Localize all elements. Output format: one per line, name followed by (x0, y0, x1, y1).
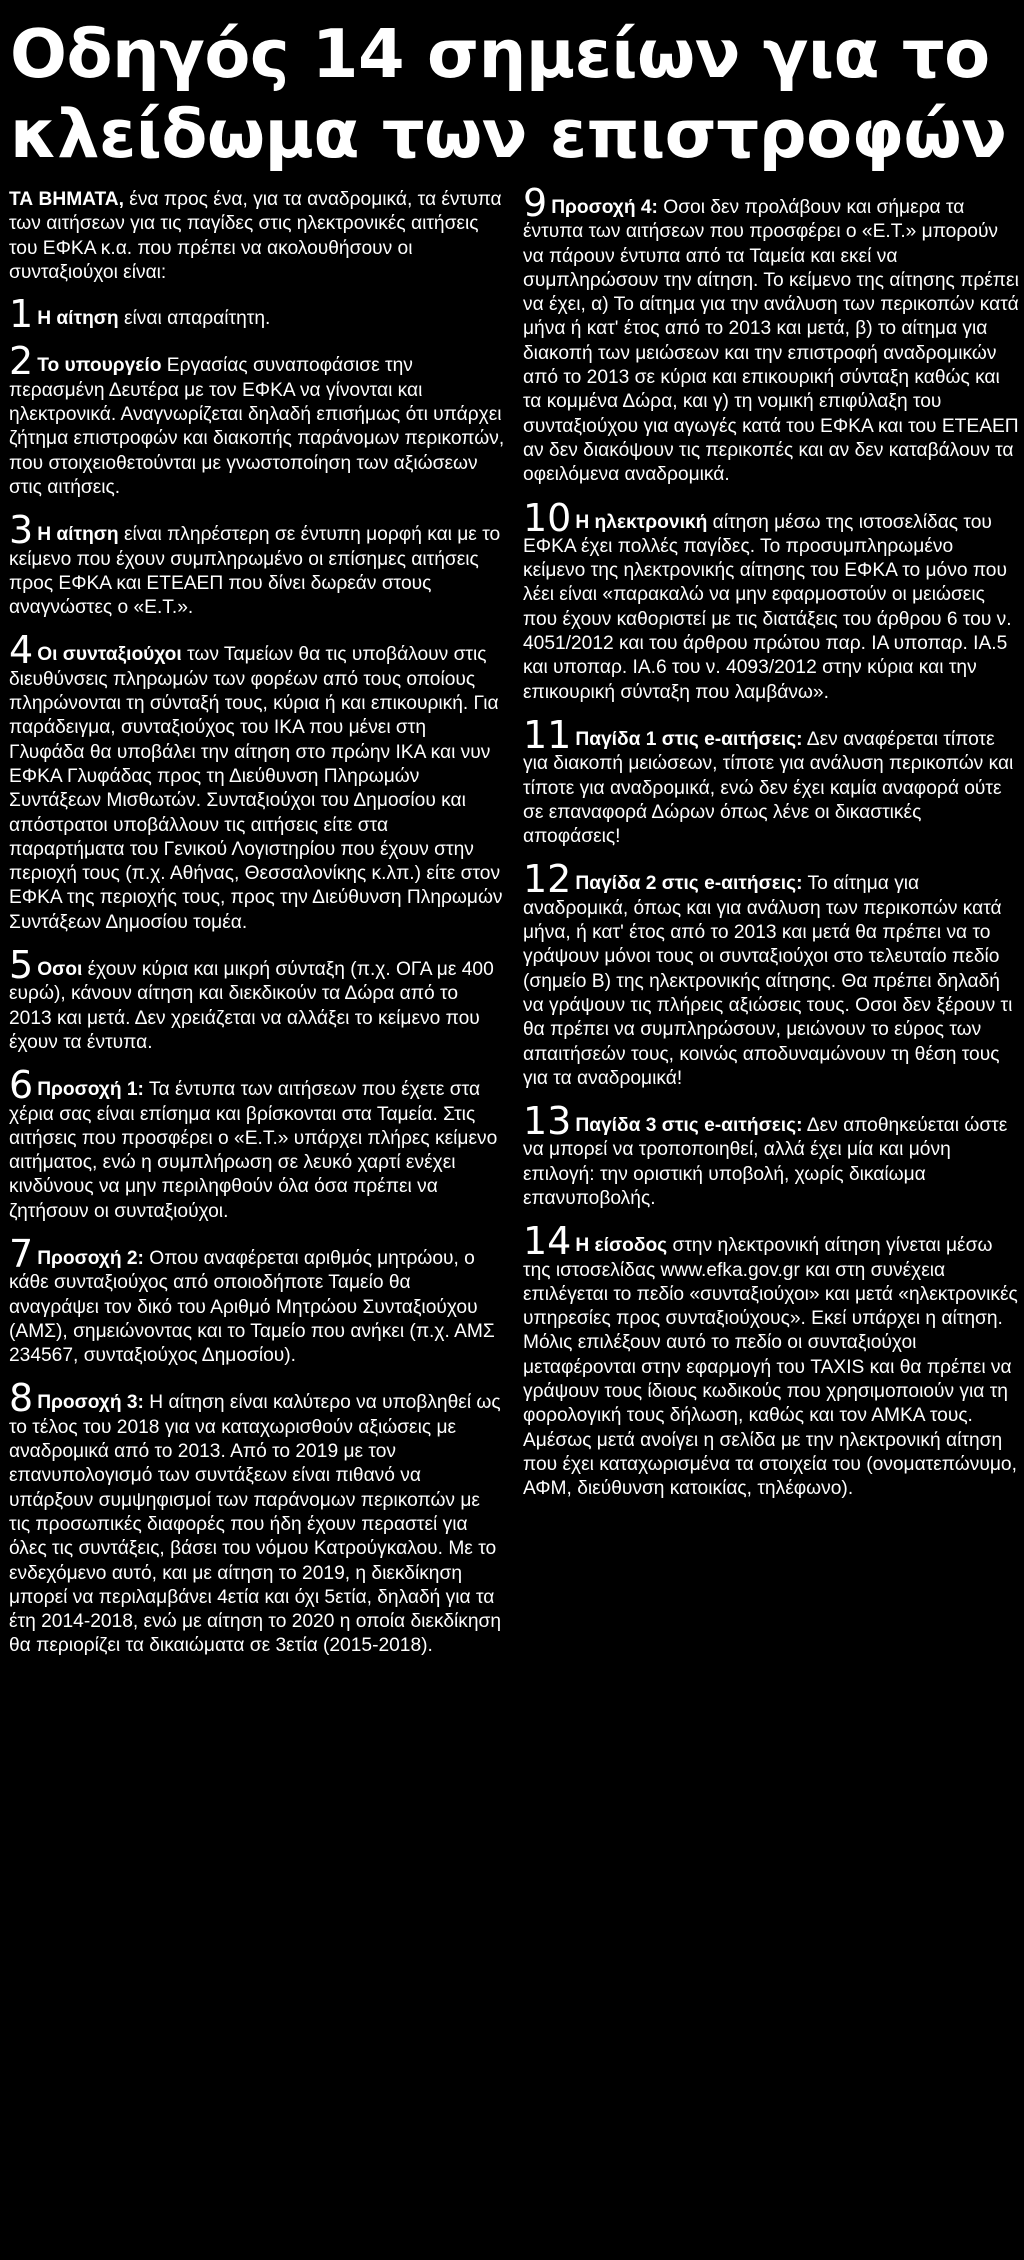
point-lead: Παγίδα 3 στις e-αιτήσεις: (575, 1115, 803, 1137)
point-text: στην ηλεκτρονική αίτηση γίνεται μέσω της ιστοσελίδας www.efka.gov.gr και στη συνέχεια επιλέγεται το πεδίο «συνταξιούχοι» και μετά «ηλεκτρονικές υπηρεσίες προς συνταξιούχους». Εκεί υπάρχει η αίτηση. Μόλις επιλέξουν αυτό το πεδίο οι συνταξιούχοι μεταφέρονται στην εφαρμογή του TAXIS και θα πρέπει να γράψουν τους ίδιους κωδικούς που χρησιμοποιούν για τη φορολογική τους δήλωση, καθώς και τον ΑΜΚΑ τους. Αμέσως μετά ανοίγει η σελίδα με την ηλεκτρονική αίτηση που έχει καταχωρισμένα τα στοιχεία του (ονοματεπώνυμο, ΑΦΜ, διεύθυνση κατοικίας, τηλέφωνο). (523, 1235, 1018, 1500)
point-11 (523, 712, 1019, 849)
point-lead: Η αίτηση (37, 308, 119, 330)
point-text: των Ταμείων θα τις υποβάλουν στις διευθύνσεις πληρωμών των φορέων από τους οποίους πληρώνονται τη σύνταξή τους, κύρια ή και επικουρική. Για παράδειγμα, συνταξιούχος του ΙΚΑ που μένει στη Γλυφάδα θα υποβάλει την αίτηση στο πρώην ΙΚΑ και νυν ΕΦΚΑ Γλυφάδας προς τη Διεύθυνση Πληρωμών Συντάξεων Μισθωτών. Συνταξιούχοι του Δημοσίου και απόστρατοι υποβάλλουν τις αιτήσεις είτε στα παραρτήματα του Γενικού Λογιστηρίου που έχουν στην περιοχή τους (π.χ. Αθήνας, Θεσσαλονίκης κ.λπ.) είτε στον ΕΦΚΑ της περιοχής τους, προς την Διεύθυνση Πληρωμών Συντάξεων Δημοσίου τομέα. (9, 644, 503, 933)
point-text: Οσοι δεν προλάβουν και σήμερα τα έντυπα των αιτήσεων που προσφέρει ο «Ε.Τ.» μπορούν να πάρουν έντυπα από τα Ταμεία και εκεί να συμπληρώσουν την αίτηση. Το κείμενο της αίτησης πρέπει να έχει, α) Το αίτημα για την ανάλυση των περικοπών κατά μήνα ή κατ' έτος από το 2013 και μετά, β) το αίτημα για διακοπή των μειώσεων και την επιστροφή αναδρομικών από το 2013 σε κύρια και επικουρική σύνταξη καθώς και τα κομμένα Δώρα, και γ) τη νομική επιφύλαξη του συνταξιούχου για αγωγές κατά του ΕΦΚΑ και του ΕΤΕΑΕΠ αν δεν διακόψουν τις περικοπές και αν δεν καταβάλουν τα οφειλόμενα αναδρομικά. (523, 197, 1019, 486)
point-number: 7 (9, 1231, 34, 1276)
point-lead: Οι συνταξιούχοι (37, 644, 182, 666)
point-text: Η αίτηση είναι καλύτερο να υποβληθεί ως το τέλος του 2018 για να καταχωρισθούν αξιώσεις με αναδρομικά από το 2013. Από το 2019 με τον επανυπολογισμό των συντάξεων είναι πιθανό να υπάρξουν συμψηφισμοί των παράνομων περικοπών με τις προσωπικές διαφορές που ήδη έχουν περαστεί για όλες τις συντάξεις, βάσει του νόμου Κατρούγκαλου. Με το ενδεχόμενο αυτό, και με αίτηση το 2019, η διεκδίκηση μπορεί να περιλαμβάνει 4ετία και όχι 5ετία, δηλαδή για τα έτη 2014-2018, ενώ με αίτηση το 2020 η οποία διεκδίκηση θα περιορίζει τα δικαιώματα σε 3ετία (2015-2018). (9, 1392, 502, 1657)
point-12 (523, 857, 1019, 1091)
point-number: 13 (523, 1099, 572, 1144)
point-8 (9, 1376, 505, 1658)
point-lead: Προσοχή 1: (37, 1079, 144, 1101)
intro-text: ένα προς ένα, για τα αναδρομικά, τα έντυπα των αιτήσεων για τις παγίδες στις ηλεκτρονικές αιτήσεις του ΕΦΚΑ κ.α. που πρέπει να ακολουθήσουν οι συνταξιούχοι είναι: (9, 189, 502, 283)
point-lead: Προσοχή 3: (37, 1392, 144, 1414)
point-text: αίτηση μέσω της ιστοσελίδας του ΕΦΚΑ έχει πολλές παγίδες. Το προσυμπληρωμένο κείμενο της ηλεκτρονικής αίτησης του ΕΦΚΑ το μόνο που λέει είναι «παρακαλώ να μην εφαρμοστούν οι μειώσεις που έχουν καθοριστεί με τις διατάξεις του άρθρου 6 του ν. 4051/2012 και του άρθρου πρώτου παρ. ΙΑ υποπαρ. ΙΑ.5 και υποπαρ. ΙΑ.6 του ν. 4093/2012 στην κύρια και την επικουρική σύνταξη που λαμβάνω». (523, 511, 1012, 703)
point-number: 10 (523, 495, 572, 540)
point-1 (9, 292, 505, 337)
point-lead: Η είσοδος (575, 1235, 668, 1257)
title-line-2: κλείδωμα των επιστροφών (10, 95, 1007, 173)
point-number: 6 (9, 1063, 34, 1108)
point-10 (523, 495, 1019, 705)
point-lead: Το υπουργείο (37, 355, 162, 377)
point-number: 9 (523, 181, 548, 225)
point-lead: Οσοι (37, 959, 83, 981)
point-text: Τα έντυπα των αιτήσεων που έχετε στα χέρια σας είναι επίσημα και βρίσκονται στα Ταμεία. Στις αιτήσεις που προσφέρει ο «Ε.Τ.» υπάρχει πλήρες κείμενο αιτήματος, ενώ η συμπλήρωση σε λευκό χαρτί ενέχει κινδύνους να μην περιληφθούν όλα όσα πρέπει να ζητήσουν οι συνταξιούχοι. (9, 1079, 498, 1222)
point-text: Δεν αποθηκεύεται ώστε να μπορεί να τροποποιηθεί, αλλά έχει μία και μόνη επιλογή: την οριστική υποβολή, χωρίς δικαίωμα επανυποβολής. (523, 1115, 1008, 1209)
point-lead: Προσοχή 4: (551, 197, 658, 218)
point-13 (523, 1099, 1019, 1211)
intro-paragraph (9, 188, 505, 285)
point-text: Οπου αναφέρεται αριθμός μητρώου, ο κάθε συνταξιούχος από οποιοδήποτε Ταμείο θα αναγράψει τον δικό του Αριθμό Μητρώου Συνταξιούχου (ΑΜΣ), σημειώνοντας και το Ταμείο που ανήκει (π.χ. ΑΜΣ 234567, συνταξιούχος Δημοσίου). (9, 1247, 495, 1367)
point-text: έχουν κύρια και μικρή σύνταξη (π.χ. ΟΓΑ με 400 ευρώ), κάνουν αίτηση και διεκδικούν τα Δώρα από το 2013 και μετά. Δεν χρειάζεται να αλλάξει το κείμενο που έχουν τα έντυπα. (9, 959, 494, 1053)
point-number: 1 (9, 292, 34, 337)
point-text: Το αίτημα για αναδρομικά, όπως και για ανάλυση των περικοπών κατά μήνα, ή κατ' έτος από το 2013 και μετά θα πρέπει να το γράψουν μόνοι τους οι συνταξιούχοι στο τελευταίο πεδίο (σημείο Β) της ηλεκτρονικής αίτησης. Θα πρέπει δηλαδή να γράψουν τις πλήρεις αξιώσεις τους. Οσοι δεν ξέρουν τι θα πρέπει να συμπληρώσουν, μειώνουν το εύρος των απαιτήσεών τους, κοινώς αποδυναμώνουν τη θέση τους για τα αναδρομικά! (523, 873, 1013, 1089)
point-14 (523, 1219, 1019, 1501)
right-column (523, 181, 1019, 1517)
point-number: 8 (9, 1376, 34, 1421)
point-number: 2 (9, 339, 34, 384)
point-text: είναι πληρέστερη σε έντυπη μορφή και με το κείμενο που έχουν συμπληρωμένο οι επίσημες αιτήσεις προς ΕΦΚΑ και ΕΤΕΑΕΠ που δίνει δωρεάν στους αναγνώστες ο «Ε.Τ.». (9, 524, 501, 619)
point-6 (9, 1063, 505, 1224)
point-number: 14 (523, 1219, 572, 1264)
point-text: Εργασίας συναποφάσισε την περασμένη Δευτέρα με τον ΕΦΚΑ να γίνονται και ηλεκτρονικά. Αναγνωρίζεται δηλαδή επισήμως ότι υπάρχει ζήτημα επιστροφών και διακοπής παράνομων περικοπών, που στοιχειοθετούνται με γνωστοποίηση των αξιώσεων στις αιτήσεις. (9, 355, 505, 498)
point-number: 5 (9, 943, 34, 988)
article-title (10, 14, 1014, 174)
point-number: 4 (9, 628, 34, 673)
point-lead: Προσοχή 2: (37, 1247, 144, 1269)
point-lead: Η αίτηση (37, 524, 119, 546)
point-lead: Παγίδα 2 στις e-αιτήσεις: (575, 873, 803, 895)
point-2 (9, 339, 505, 500)
point-lead: Η ηλεκτρονική (575, 511, 708, 533)
point-7 (9, 1231, 505, 1368)
point-lead: Παγίδα 1 στις e-αιτήσεις: (575, 728, 803, 750)
point-5 (9, 943, 505, 1055)
point-4 (9, 628, 505, 935)
point-3 (9, 508, 505, 620)
point-number: 3 (9, 508, 34, 553)
point-number: 11 (523, 712, 572, 757)
point-number: 12 (523, 857, 572, 902)
title-line-1: Οδηγός 14 σημείων για το (10, 15, 990, 93)
point-text: είναι απαραίτητη. (118, 308, 271, 330)
point-9 (523, 181, 1019, 488)
intro-lead: ΤΑ ΒΗΜΑΤΑ, (9, 189, 124, 210)
left-column (9, 188, 505, 1674)
point-text: Δεν αναφέρεται τίποτε για διακοπή μειώσεων, τίποτε για ανάλυση περικοπών και τίποτε για αναδρομικά, ενώ δεν έχει καμία αναφορά ούτε σε επαναφορά Δώρων όπως λένε οι δικαστικές αποφάσεις! (523, 728, 1014, 848)
